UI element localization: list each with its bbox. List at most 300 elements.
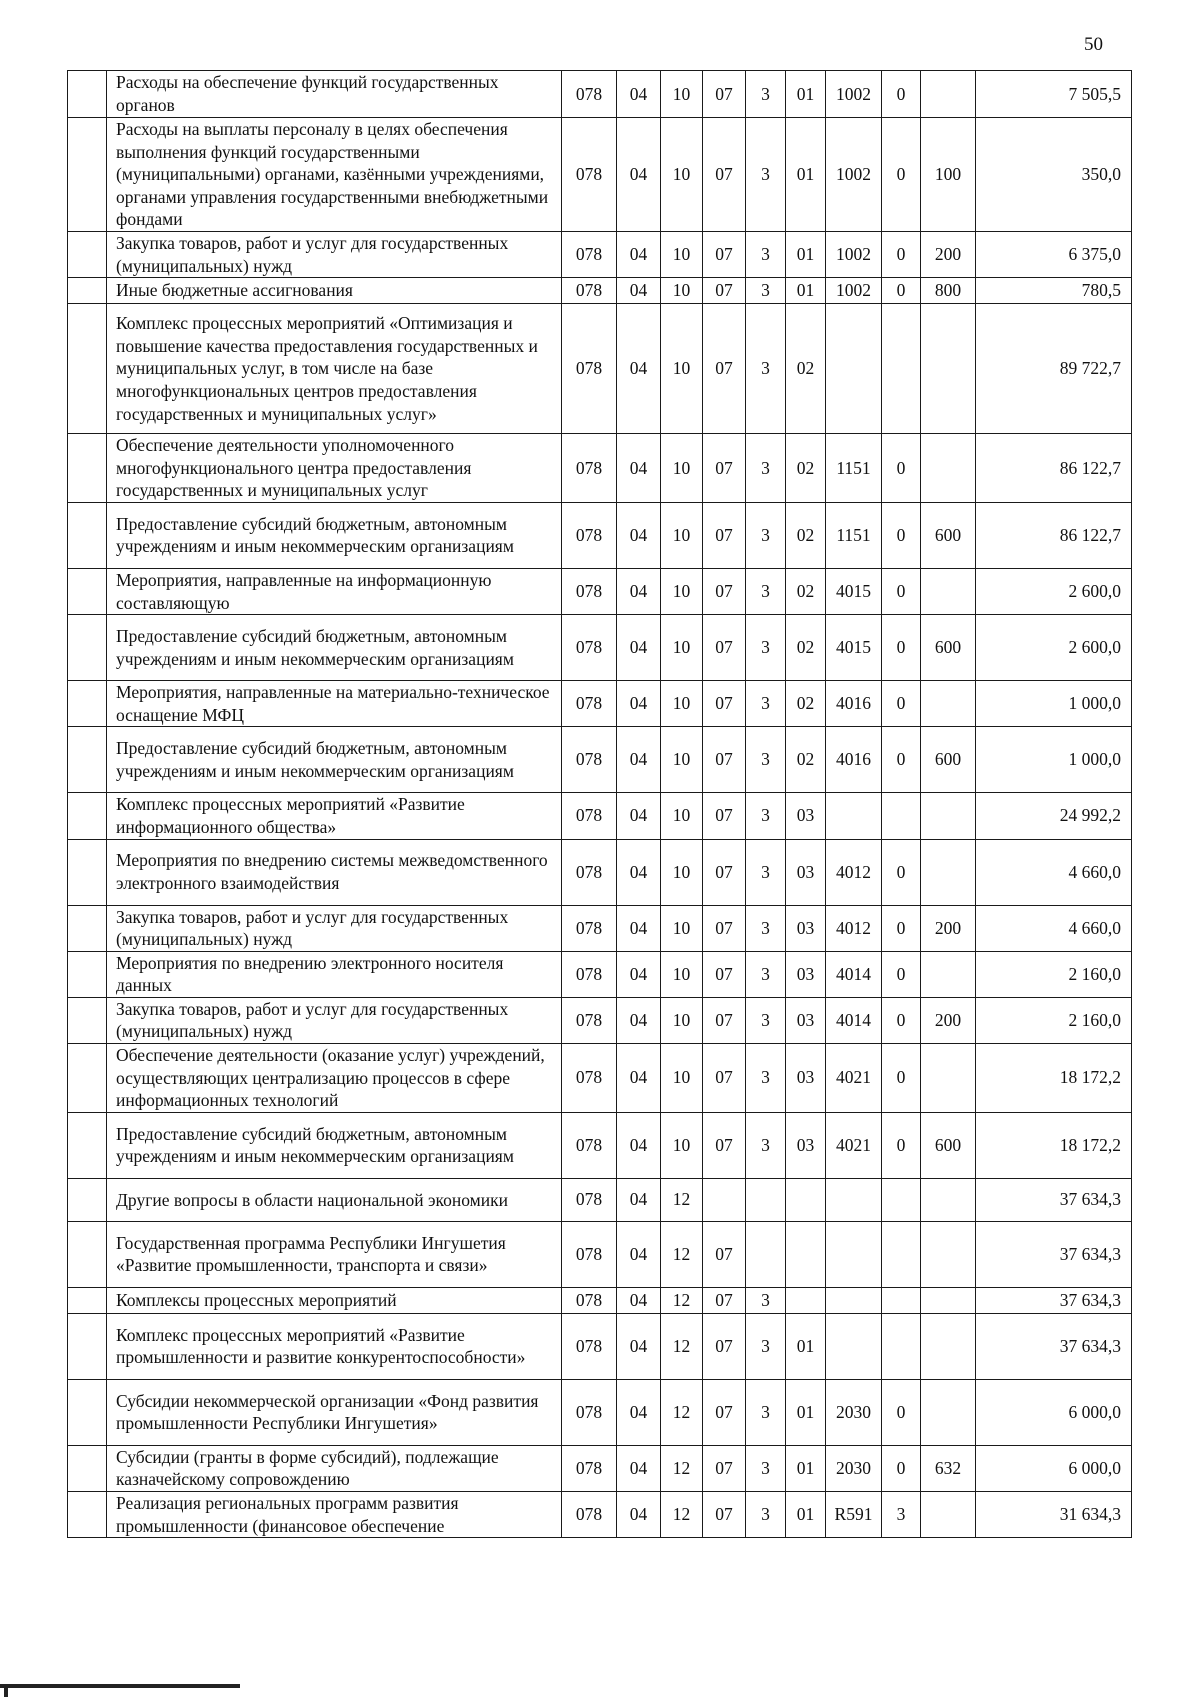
item-name-cell: Комплекс процессных мероприятий «Оптимизация и повышение качества предоставления государственных и муниципальных услуг, в том числе на базе многофункциональных центров предоставления государственных и муниципальных услуг» [107,304,562,434]
subsection-code-cell: 10 [661,727,703,793]
extra-code-cell: 0 [882,997,921,1043]
subprogram-code-cell: 3 [746,1445,786,1491]
section-code-cell: 04 [617,1492,661,1538]
activity-code-cell: 01 [786,231,826,277]
extra-code-cell: 0 [882,1112,921,1178]
subprogram-code-cell: 3 [746,278,786,304]
direction-code-cell: 4021 [826,1044,882,1113]
amount-cell: 6 000,0 [976,1445,1132,1491]
item-name-cell: Предоставление субсидий бюджетным, автономным учреждениям и иным некоммерческим организациям [107,727,562,793]
table-body [68,71,1132,1538]
subprogram-code-cell: 3 [746,1313,786,1379]
subsection-code-cell: 12 [661,1313,703,1379]
row-index-cell [68,727,107,793]
amount-cell: 7 505,5 [976,71,1132,118]
expense-type-cell: 600 [921,615,976,681]
ministry-code-cell: 078 [562,681,617,727]
ministry-code-cell: 078 [562,793,617,839]
program-code-cell: 07 [703,997,746,1043]
ministry-code-cell: 078 [562,1112,617,1178]
expense-type-cell [921,1221,976,1287]
table-row [68,1445,1132,1491]
direction-code-cell [826,793,882,839]
ministry-code-cell: 078 [562,278,617,304]
activity-code-cell: 01 [786,278,826,304]
program-code-cell: 07 [703,1492,746,1538]
ministry-code-cell: 078 [562,118,617,232]
table-row [68,1178,1132,1221]
expense-type-cell [921,1178,976,1221]
activity-code-cell: 01 [786,1492,826,1538]
amount-cell: 1 000,0 [976,681,1132,727]
section-code-cell: 04 [617,615,661,681]
activity-code-cell: 01 [786,71,826,118]
amount-cell: 4 660,0 [976,839,1132,905]
table-row [68,434,1132,503]
item-name-cell: Предоставление субсидий бюджетным, автономным учреждениям и иным некоммерческим организациям [107,502,562,568]
activity-code-cell: 01 [786,118,826,232]
subprogram-code-cell: 3 [746,839,786,905]
item-name-cell: Комплекс процессных мероприятий «Развитие промышленности и развитие конкурентоспособности» [107,1313,562,1379]
section-code-cell: 04 [617,1112,661,1178]
direction-code-cell: 4016 [826,681,882,727]
program-code-cell: 07 [703,793,746,839]
row-index-cell [68,997,107,1043]
section-code-cell: 04 [617,1044,661,1113]
table-row [68,568,1132,614]
expense-type-cell [921,1287,976,1313]
extra-code-cell: 0 [882,231,921,277]
expense-type-cell: 600 [921,1112,976,1178]
table-row [68,71,1132,118]
row-index-cell [68,304,107,434]
program-code-cell: 07 [703,905,746,951]
table-row [68,839,1132,905]
expense-type-cell [921,951,976,997]
row-index-cell [68,502,107,568]
program-code-cell: 07 [703,1044,746,1113]
activity-code-cell: 01 [786,1313,826,1379]
program-code-cell: 07 [703,1445,746,1491]
direction-code-cell: 1002 [826,231,882,277]
program-code-cell: 07 [703,1112,746,1178]
section-code-cell: 04 [617,1287,661,1313]
row-index-cell [68,793,107,839]
expense-type-cell [921,1044,976,1113]
direction-code-cell: 4021 [826,1112,882,1178]
row-index-cell [68,118,107,232]
subsection-code-cell: 10 [661,568,703,614]
subsection-code-cell: 12 [661,1492,703,1538]
row-index-cell [68,1221,107,1287]
section-code-cell: 04 [617,839,661,905]
item-name-cell: Закупка товаров, работ и услуг для государственных (муниципальных) нужд [107,997,562,1043]
expense-type-cell: 200 [921,905,976,951]
row-index-cell [68,615,107,681]
expense-type-cell: 200 [921,231,976,277]
budget-table [67,70,1132,1538]
extra-code-cell: 0 [882,118,921,232]
ministry-code-cell: 078 [562,502,617,568]
expense-type-cell [921,1492,976,1538]
expense-type-cell [921,71,976,118]
item-name-cell: Комплексы процессных мероприятий [107,1287,562,1313]
direction-code-cell [826,1313,882,1379]
row-index-cell [68,278,107,304]
activity-code-cell: 02 [786,727,826,793]
table-row [68,1044,1132,1113]
amount-cell: 2 600,0 [976,615,1132,681]
amount-cell: 4 660,0 [976,905,1132,951]
section-code-cell: 04 [617,434,661,503]
ministry-code-cell: 078 [562,1492,617,1538]
extra-code-cell [882,1178,921,1221]
activity-code-cell: 03 [786,1044,826,1113]
ministry-code-cell: 078 [562,1445,617,1491]
program-code-cell: 07 [703,727,746,793]
subprogram-code-cell: 3 [746,502,786,568]
activity-code-cell: 03 [786,997,826,1043]
ministry-code-cell: 078 [562,1044,617,1113]
row-index-cell [68,1044,107,1113]
amount-cell: 86 122,7 [976,434,1132,503]
row-index-cell [68,71,107,118]
program-code-cell: 07 [703,71,746,118]
activity-code-cell: 02 [786,502,826,568]
extra-code-cell [882,304,921,434]
amount-cell: 86 122,7 [976,502,1132,568]
row-index-cell [68,1445,107,1491]
activity-code-cell [786,1287,826,1313]
subsection-code-cell: 10 [661,951,703,997]
subsection-code-cell: 10 [661,681,703,727]
subprogram-code-cell: 3 [746,1492,786,1538]
expense-type-cell [921,568,976,614]
table-row [68,615,1132,681]
ministry-code-cell: 078 [562,1313,617,1379]
section-code-cell: 04 [617,1221,661,1287]
expense-type-cell: 632 [921,1445,976,1491]
direction-code-cell: 4014 [826,951,882,997]
ministry-code-cell: 078 [562,951,617,997]
ministry-code-cell: 078 [562,615,617,681]
extra-code-cell: 0 [882,502,921,568]
subsection-code-cell: 10 [661,839,703,905]
activity-code-cell: 02 [786,568,826,614]
subsection-code-cell: 12 [661,1287,703,1313]
expense-type-cell [921,793,976,839]
item-name-cell: Предоставление субсидий бюджетным, автономным учреждениям и иным некоммерческим организациям [107,615,562,681]
table-row [68,278,1132,304]
table-row [68,304,1132,434]
table-row [68,1287,1132,1313]
direction-code-cell: 4016 [826,727,882,793]
subprogram-code-cell: 3 [746,1112,786,1178]
expense-type-cell [921,1313,976,1379]
subprogram-code-cell: 3 [746,71,786,118]
subprogram-code-cell: 3 [746,434,786,503]
subprogram-code-cell: 3 [746,1379,786,1445]
extra-code-cell: 0 [882,1379,921,1445]
subsection-code-cell: 10 [661,118,703,232]
table-row [68,727,1132,793]
direction-code-cell: 4012 [826,905,882,951]
program-code-cell: 07 [703,1221,746,1287]
program-code-cell [703,1178,746,1221]
item-name-cell: Реализация региональных программ развития промышленности (финансовое обеспечение [107,1492,562,1538]
amount-cell: 18 172,2 [976,1112,1132,1178]
section-code-cell: 04 [617,951,661,997]
table-row [68,793,1132,839]
program-code-cell: 07 [703,1287,746,1313]
amount-cell: 1 000,0 [976,727,1132,793]
program-code-cell: 07 [703,118,746,232]
program-code-cell: 07 [703,951,746,997]
section-code-cell: 04 [617,568,661,614]
row-index-cell [68,839,107,905]
section-code-cell: 04 [617,502,661,568]
subsection-code-cell: 10 [661,997,703,1043]
item-name-cell: Закупка товаров, работ и услуг для государственных (муниципальных) нужд [107,231,562,277]
program-code-cell: 07 [703,1379,746,1445]
row-index-cell [68,1313,107,1379]
item-name-cell: Обеспечение деятельности (оказание услуг) учреждений, осуществляющих централизацию процессов в сфере информационных технологий [107,1044,562,1113]
subsection-code-cell: 10 [661,793,703,839]
ministry-code-cell: 078 [562,1287,617,1313]
program-code-cell: 07 [703,615,746,681]
program-code-cell: 07 [703,304,746,434]
amount-cell: 37 634,3 [976,1313,1132,1379]
table-row [68,1379,1132,1445]
extra-code-cell: 0 [882,1044,921,1113]
extra-code-cell: 0 [882,278,921,304]
row-index-cell [68,231,107,277]
amount-cell: 2 160,0 [976,997,1132,1043]
item-name-cell: Субсидии (гранты в форме субсидий), подлежащие казначейскому сопровождению [107,1445,562,1491]
subsection-code-cell: 10 [661,1044,703,1113]
row-index-cell [68,1112,107,1178]
table-row [68,1112,1132,1178]
extra-code-cell: 0 [882,568,921,614]
extra-code-cell: 0 [882,615,921,681]
direction-code-cell: 2030 [826,1445,882,1491]
subsection-code-cell: 10 [661,905,703,951]
direction-code-cell [826,304,882,434]
direction-code-cell: 4015 [826,568,882,614]
section-code-cell: 04 [617,793,661,839]
item-name-cell: Другие вопросы в области национальной экономики [107,1178,562,1221]
row-index-cell [68,681,107,727]
amount-cell: 89 722,7 [976,304,1132,434]
section-code-cell: 04 [617,1178,661,1221]
item-name-cell: Субсидии некоммерческой организации «Фонд развития промышленности Республики Ингушетия» [107,1379,562,1445]
subsection-code-cell: 10 [661,71,703,118]
item-name-cell: Иные бюджетные ассигнования [107,278,562,304]
activity-code-cell: 03 [786,1112,826,1178]
direction-code-cell: 1151 [826,434,882,503]
subsection-code-cell: 10 [661,278,703,304]
section-code-cell: 04 [617,1445,661,1491]
table-row [68,118,1132,232]
subprogram-code-cell: 3 [746,793,786,839]
extra-code-cell: 3 [882,1492,921,1538]
amount-cell: 18 172,2 [976,1044,1132,1113]
activity-code-cell [786,1221,826,1287]
subsection-code-cell: 12 [661,1178,703,1221]
subsection-code-cell: 12 [661,1379,703,1445]
program-code-cell: 07 [703,434,746,503]
section-code-cell: 04 [617,727,661,793]
subsection-code-cell: 10 [661,502,703,568]
subprogram-code-cell: 3 [746,304,786,434]
subsection-code-cell: 10 [661,304,703,434]
activity-code-cell: 03 [786,793,826,839]
subprogram-code-cell: 3 [746,681,786,727]
amount-cell: 6 375,0 [976,231,1132,277]
extra-code-cell: 0 [882,951,921,997]
expense-type-cell [921,839,976,905]
item-name-cell: Расходы на обеспечение функций государственных органов [107,71,562,118]
expense-type-cell [921,1379,976,1445]
extra-code-cell: 0 [882,434,921,503]
direction-code-cell: R591 [826,1492,882,1538]
section-code-cell: 04 [617,1379,661,1445]
expense-type-cell: 600 [921,727,976,793]
table-row [68,231,1132,277]
extra-code-cell [882,793,921,839]
expense-type-cell: 100 [921,118,976,232]
extra-code-cell: 0 [882,1445,921,1491]
extra-code-cell: 0 [882,71,921,118]
item-name-cell: Закупка товаров, работ и услуг для государственных (муниципальных) нужд [107,905,562,951]
extra-code-cell [882,1287,921,1313]
scan-edge-mark-vertical [4,1684,8,1697]
ministry-code-cell: 078 [562,231,617,277]
amount-cell: 37 634,3 [976,1287,1132,1313]
section-code-cell: 04 [617,905,661,951]
subprogram-code-cell: 3 [746,568,786,614]
amount-cell: 37 634,3 [976,1178,1132,1221]
page-number: 50 [1084,34,1103,55]
extra-code-cell: 0 [882,905,921,951]
activity-code-cell: 02 [786,615,826,681]
direction-code-cell: 1002 [826,278,882,304]
table-row [68,1313,1132,1379]
section-code-cell: 04 [617,1313,661,1379]
ministry-code-cell: 078 [562,839,617,905]
amount-cell: 2 600,0 [976,568,1132,614]
item-name-cell: Предоставление субсидий бюджетным, автономным учреждениям и иным некоммерческим организациям [107,1112,562,1178]
direction-code-cell: 4015 [826,615,882,681]
direction-code-cell: 1002 [826,118,882,232]
direction-code-cell [826,1178,882,1221]
section-code-cell: 04 [617,231,661,277]
amount-cell: 37 634,3 [976,1221,1132,1287]
item-name-cell: Государственная программа Республики Ингушетия «Развитие промышленности, транспорта и связи» [107,1221,562,1287]
extra-code-cell: 0 [882,681,921,727]
program-code-cell: 07 [703,839,746,905]
subsection-code-cell: 10 [661,434,703,503]
row-index-cell [68,1379,107,1445]
program-code-cell: 07 [703,502,746,568]
row-index-cell [68,1492,107,1538]
subprogram-code-cell: 3 [746,615,786,681]
expense-type-cell: 200 [921,997,976,1043]
direction-code-cell: 1151 [826,502,882,568]
subprogram-code-cell: 3 [746,905,786,951]
activity-code-cell: 01 [786,1445,826,1491]
extra-code-cell [882,1221,921,1287]
subprogram-code-cell: 3 [746,1044,786,1113]
subsection-code-cell: 12 [661,1445,703,1491]
amount-cell: 2 160,0 [976,951,1132,997]
scan-edge-mark [0,1684,240,1688]
item-name-cell: Мероприятия по внедрению системы межведомственного электронного взаимодействия [107,839,562,905]
subsection-code-cell: 12 [661,1221,703,1287]
section-code-cell: 04 [617,997,661,1043]
item-name-cell: Обеспечение деятельности уполномоченного многофункционального центра предоставления государственных и муниципальных услуг [107,434,562,503]
ministry-code-cell: 078 [562,71,617,118]
ministry-code-cell: 078 [562,434,617,503]
extra-code-cell: 0 [882,727,921,793]
extra-code-cell: 0 [882,839,921,905]
item-name-cell: Расходы на выплаты персоналу в целях обеспечения выполнения функций государственными (муниципальными) органами, казёнными учреждениями, органами управления государственными внебюджетными фондами [107,118,562,232]
expense-type-cell: 600 [921,502,976,568]
expense-type-cell [921,434,976,503]
amount-cell: 31 634,3 [976,1492,1132,1538]
direction-code-cell: 2030 [826,1379,882,1445]
amount-cell: 6 000,0 [976,1379,1132,1445]
ministry-code-cell: 078 [562,568,617,614]
table-row [68,502,1132,568]
subprogram-code-cell: 3 [746,997,786,1043]
activity-code-cell: 03 [786,951,826,997]
row-index-cell [68,434,107,503]
subprogram-code-cell: 3 [746,1287,786,1313]
subsection-code-cell: 10 [661,1112,703,1178]
extra-code-cell [882,1313,921,1379]
expense-type-cell [921,304,976,434]
expense-type-cell: 800 [921,278,976,304]
activity-code-cell: 02 [786,304,826,434]
subprogram-code-cell: 3 [746,951,786,997]
subprogram-code-cell: 3 [746,118,786,232]
program-code-cell: 07 [703,278,746,304]
activity-code-cell: 03 [786,839,826,905]
section-code-cell: 04 [617,71,661,118]
subprogram-code-cell: 3 [746,231,786,277]
table-row [68,1221,1132,1287]
table-row [68,951,1132,997]
expense-type-cell [921,681,976,727]
ministry-code-cell: 078 [562,905,617,951]
amount-cell: 24 992,2 [976,793,1132,839]
item-name-cell: Мероприятия, направленные на материально-техническое оснащение МФЦ [107,681,562,727]
item-name-cell: Мероприятия, направленные на информационную составляющую [107,568,562,614]
table-row [68,905,1132,951]
ministry-code-cell: 078 [562,997,617,1043]
subprogram-code-cell [746,1178,786,1221]
row-index-cell [68,951,107,997]
section-code-cell: 04 [617,681,661,727]
activity-code-cell: 03 [786,905,826,951]
section-code-cell: 04 [617,304,661,434]
ministry-code-cell: 078 [562,1178,617,1221]
row-index-cell [68,1287,107,1313]
direction-code-cell: 4014 [826,997,882,1043]
item-name-cell: Мероприятия по внедрению электронного носителя данных [107,951,562,997]
table-row [68,997,1132,1043]
